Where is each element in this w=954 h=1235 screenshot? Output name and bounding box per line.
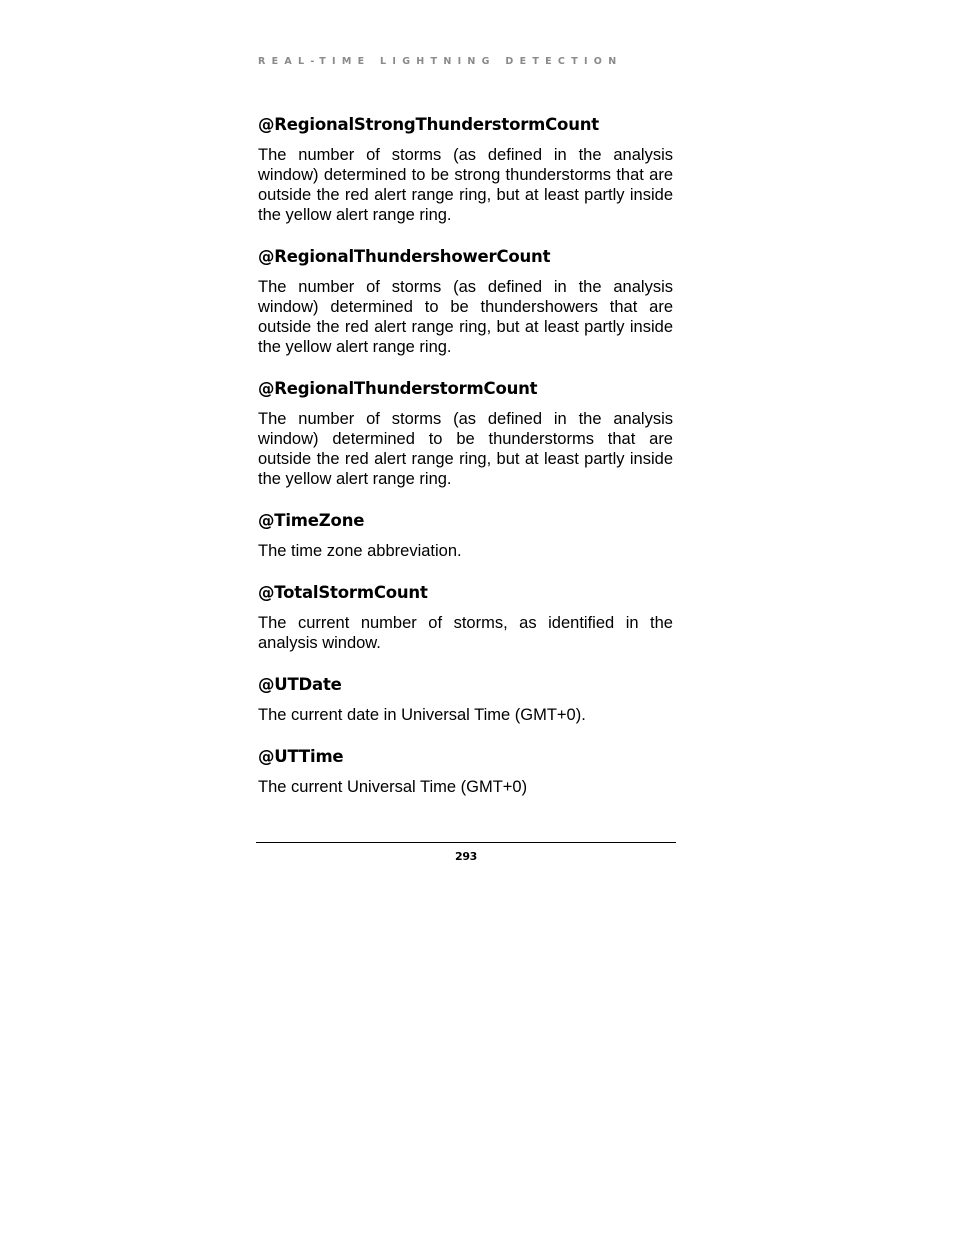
variable-description: The number of storms (as defined in the analysis window) determined to be thunderstorms that are outside the red alert range ring, but at least partly inside the yellow alert range ring.	[258, 410, 673, 488]
page-number: 293	[454, 850, 478, 863]
definition-entry	[258, 582, 673, 653]
definition-entry	[258, 378, 673, 489]
variable-term: @UTTime	[258, 747, 344, 766]
variable-description: The current date in Universal Time (GMT+0).	[258, 706, 586, 724]
footer-divider	[256, 842, 676, 843]
variable-term: @RegionalThunderstormCount	[258, 379, 538, 398]
definition-entry	[258, 246, 673, 357]
variable-description: The time zone abbreviation.	[258, 542, 462, 560]
variable-definitions	[258, 114, 673, 818]
definition-entry	[258, 674, 673, 725]
variable-description: The current Universal Time (GMT+0)	[258, 778, 528, 796]
definition-entry	[258, 510, 673, 561]
definition-entry	[258, 114, 673, 225]
variable-description: The number of storms (as defined in the analysis window) determined to be thundershowers that are outside the red alert range ring, but at least partly inside the yellow alert range ring.	[258, 278, 673, 356]
variable-term: @TotalStormCount	[258, 583, 428, 602]
running-header: REAL-TIME LIGHTNING DETECTION	[258, 56, 623, 67]
variable-term: @UTDate	[258, 675, 342, 694]
variable-description: The number of storms (as defined in the analysis window) determined to be strong thunderstorms that are outside the red alert range ring, but at least partly inside the yellow alert range ring.	[258, 146, 673, 224]
definition-entry	[258, 746, 673, 797]
variable-description: The current number of storms, as identified in the analysis window.	[258, 614, 673, 652]
variable-term: @TimeZone	[258, 511, 365, 530]
variable-term: @RegionalThundershowerCount	[258, 247, 551, 266]
variable-term: @RegionalStrongThunderstormCount	[258, 115, 599, 134]
